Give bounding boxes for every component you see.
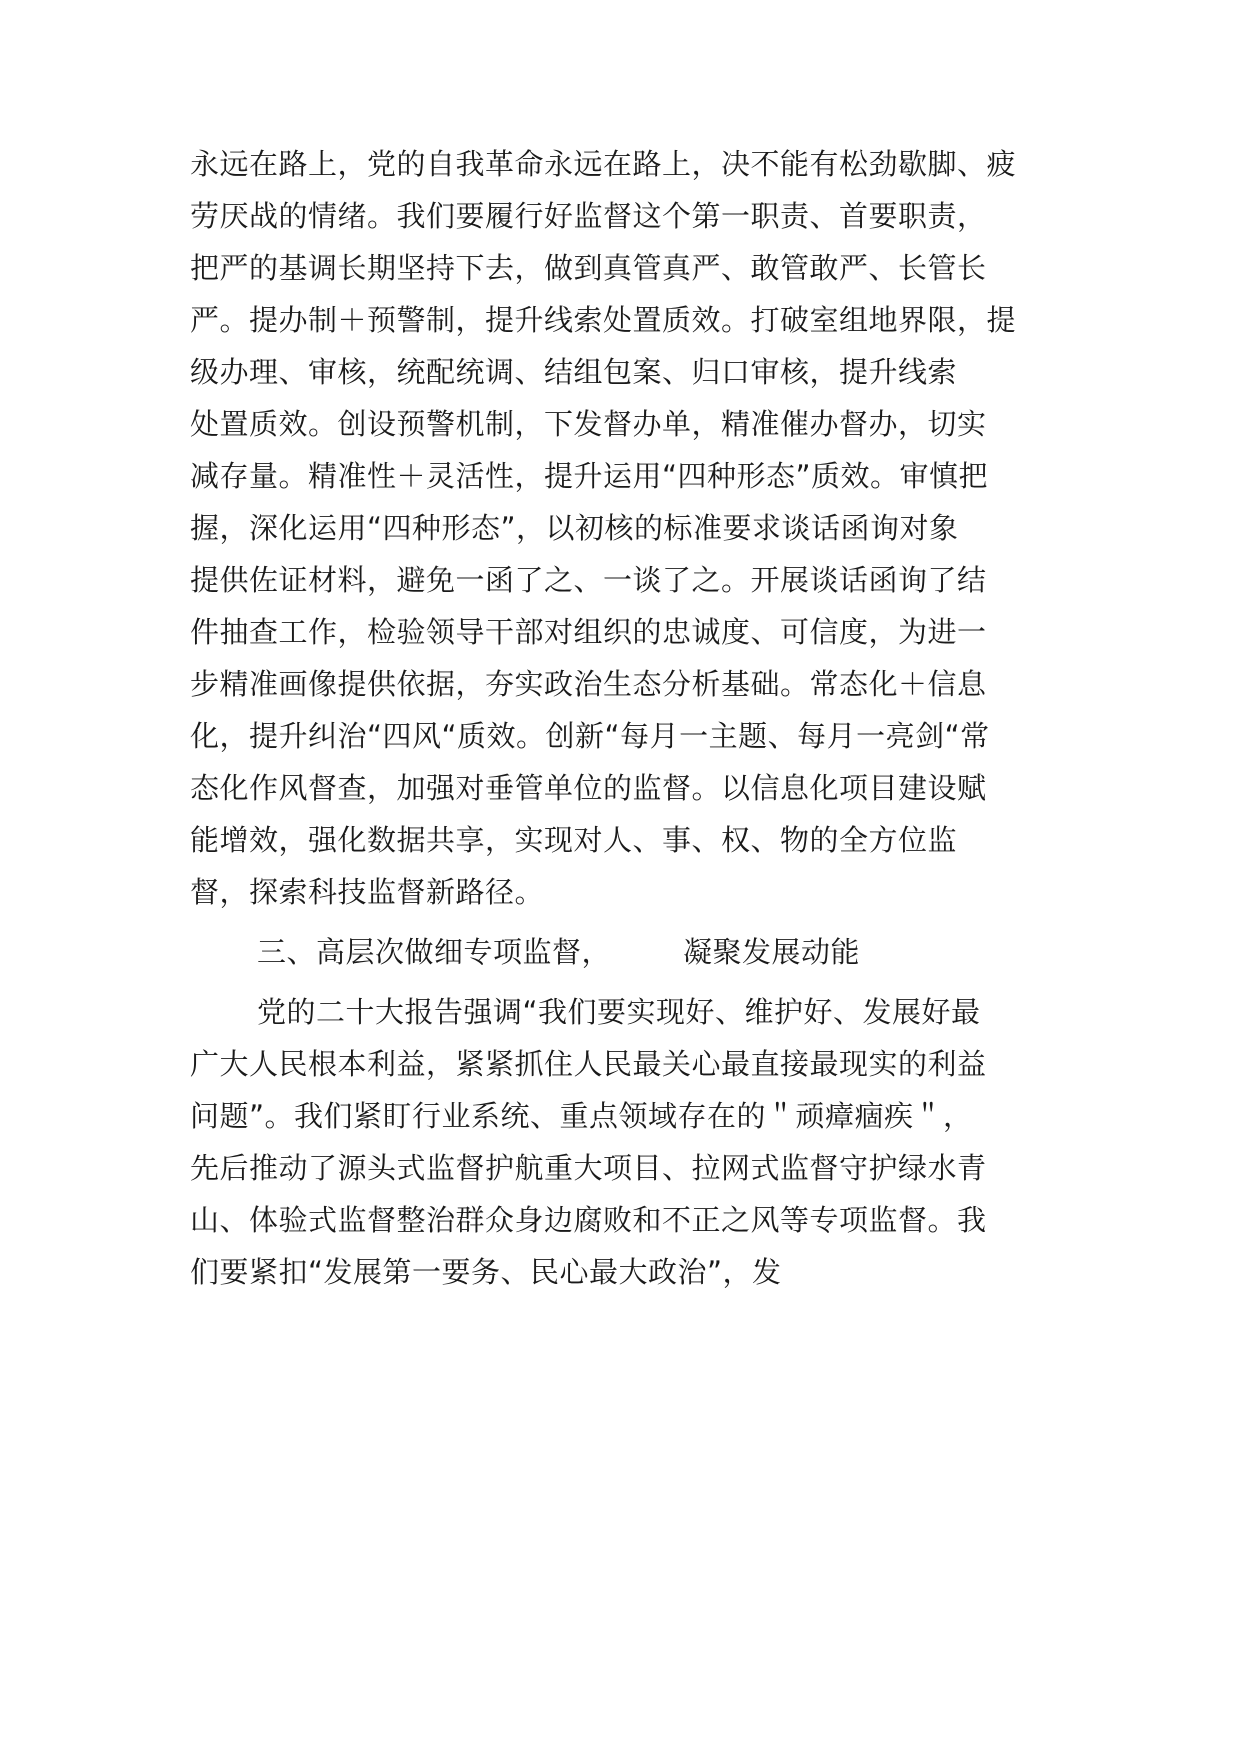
text-line: 步精准画像提供依据，夯实政治生态分析基础。常态化＋信息 xyxy=(190,667,987,701)
text-line: 件抽查工作，检验领导干部对组织的忠诚度、可信度，为进一 xyxy=(190,615,987,649)
text-line: 党的二十大报告强调“我们要实现好、维护好、发展好最 xyxy=(257,995,981,1029)
text-line: 能增效，强化数据共享，实现对人、事、权、物的全方位监 xyxy=(190,823,958,857)
text-line: 劳厌战的情绪。我们要履行好监督这个第一职责、首要职责， xyxy=(190,199,987,233)
text-line: 减存量。精准性＋灵活性，提升运用“四种形态”质效。审慎把 xyxy=(190,459,989,493)
text-line: 永远在路上，党的自我革命永远在路上，决不能有松劲歇脚、疲 xyxy=(190,147,1017,181)
text-line: 山、体验式监督整治群众身边腐败和不正之风等专项监督。我 xyxy=(190,1203,987,1237)
text-line: 问题”。我们紧盯行业系统、重点领域存在的＂顽瘴痼疾＂， xyxy=(190,1099,973,1133)
text-line: 广大人民根本利益，紧紧抓住人民最关心最直接最现实的利益 xyxy=(190,1047,987,1081)
text-line: 把严的基调长期坚持下去，做到真管真严、敢管敢严、长管长 xyxy=(190,251,987,285)
section-heading-part1: 三、高层次做细专项监督， xyxy=(257,935,612,969)
section-heading-part2: 凝聚发展动能 xyxy=(683,935,861,969)
text-line: 化，提升纠治“四风“质效。创新“每月一主题、每月一亮剑“常 xyxy=(190,719,990,753)
section-heading xyxy=(257,932,860,972)
text-line: 督，探索科技监督新路径。 xyxy=(190,875,545,909)
text-line: 们要紧扣“发展第一要务、民心最大政治”，发 xyxy=(190,1255,782,1289)
text-line: 提供佐证材料，避免一函了之、一谈了之。开展谈话函询了结 xyxy=(190,563,987,597)
text-line: 处置质效。创设预警机制，下发督办单，精准催办督办，切实 xyxy=(190,407,987,441)
text-line: 先后推动了源头式监督护航重大项目、拉网式监督守护绿水青 xyxy=(190,1151,987,1185)
text-line: 态化作风督查，加强对垂管单位的监督。以信息化项目建设赋 xyxy=(190,771,987,805)
text-line: 级办理、审核，统配统调、结组包案、归口审核，提升线索 xyxy=(190,355,958,389)
text-line: 严。提办制＋预警制，提升线索处置质效。打破室组地界限，提 xyxy=(190,303,1017,337)
text-line: 握，深化运用“四种形态”，以初核的标准要求谈话函询对象 xyxy=(190,511,959,545)
